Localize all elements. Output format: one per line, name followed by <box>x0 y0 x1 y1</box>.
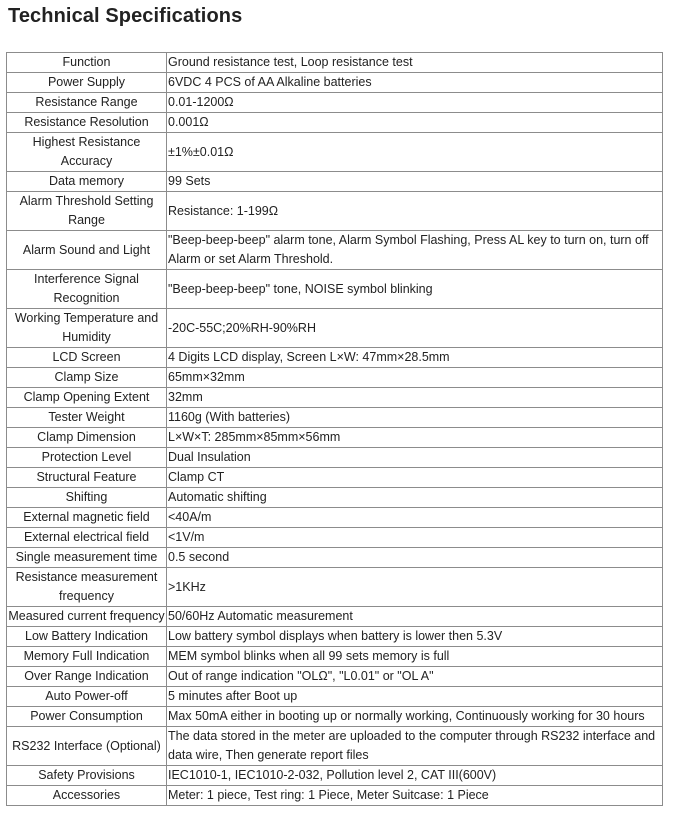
spec-label: Accessories <box>7 786 167 806</box>
table-row <box>7 53 663 73</box>
spec-label: External electrical field <box>7 528 167 548</box>
spec-value: -20C-55C;20%RH-90%RH <box>167 309 663 348</box>
spec-label: Memory Full Indication <box>7 647 167 667</box>
spec-label: Clamp Size <box>7 368 167 388</box>
spec-value: Ground resistance test, Loop resistance test <box>167 53 663 73</box>
table-row <box>7 667 663 687</box>
table-row <box>7 448 663 468</box>
spec-label: Shifting <box>7 488 167 508</box>
table-row <box>7 428 663 448</box>
spec-value: 6VDC 4 PCS of AA Alkaline batteries <box>167 73 663 93</box>
spec-label: Structural Feature <box>7 468 167 488</box>
spec-value: 0.5 second <box>167 548 663 568</box>
spec-label: Alarm Threshold Setting Range <box>7 192 167 231</box>
spec-value: Out of range indication "OLΩ", "L0.01" or "OL A" <box>167 667 663 687</box>
spec-value: Resistance: 1-199Ω <box>167 192 663 231</box>
spec-label: Protection Level <box>7 448 167 468</box>
spec-value: "Beep-beep-beep" alarm tone, Alarm Symbol Flashing, Press AL key to turn on, turn off Alarm or set Alarm Threshold. <box>167 231 663 270</box>
table-row <box>7 627 663 647</box>
table-row <box>7 568 663 607</box>
table-row <box>7 786 663 806</box>
spec-value: MEM symbol blinks when all 99 sets memory is full <box>167 647 663 667</box>
table-row <box>7 488 663 508</box>
table-row <box>7 408 663 428</box>
spec-value: 99 Sets <box>167 172 663 192</box>
spec-value: L×W×T: 285mm×85mm×56mm <box>167 428 663 448</box>
table-row <box>7 172 663 192</box>
spec-label: Measured current frequency <box>7 607 167 627</box>
table-row <box>7 93 663 113</box>
table-row <box>7 647 663 667</box>
spec-label: LCD Screen <box>7 348 167 368</box>
spec-label: Alarm Sound and Light <box>7 231 167 270</box>
spec-value: Low battery symbol displays when battery is lower then 5.3V <box>167 627 663 647</box>
spec-label: Clamp Opening Extent <box>7 388 167 408</box>
page-title: Technical Specifications <box>8 5 243 27</box>
spec-value: IEC1010-1, IEC1010-2-032, Pollution level 2, CAT III(600V) <box>167 766 663 786</box>
table-row <box>7 607 663 627</box>
table-row <box>7 368 663 388</box>
spec-value: Meter: 1 piece, Test ring: 1 Piece, Meter Suitcase: 1 Piece <box>167 786 663 806</box>
spec-table <box>6 52 663 806</box>
spec-value: Max 50mA either in booting up or normally working, Continuously working for 30 hours <box>167 707 663 727</box>
table-row <box>7 133 663 172</box>
spec-label: Auto Power-off <box>7 687 167 707</box>
spec-value: 65mm×32mm <box>167 368 663 388</box>
spec-label: Resistance Resolution <box>7 113 167 133</box>
table-row <box>7 707 663 727</box>
spec-label: Single measurement time <box>7 548 167 568</box>
spec-value: 1160g (With batteries) <box>167 408 663 428</box>
spec-value: 32mm <box>167 388 663 408</box>
spec-label: Low Battery Indication <box>7 627 167 647</box>
spec-value: <1V/m <box>167 528 663 548</box>
spec-label: External magnetic field <box>7 508 167 528</box>
spec-value: Automatic shifting <box>167 488 663 508</box>
table-row <box>7 548 663 568</box>
table-row <box>7 309 663 348</box>
spec-value: 5 minutes after Boot up <box>167 687 663 707</box>
spec-label: Safety Provisions <box>7 766 167 786</box>
spec-label: Interference Signal Recognition <box>7 270 167 309</box>
spec-label: Power Supply <box>7 73 167 93</box>
spec-value: Clamp CT <box>167 468 663 488</box>
table-row <box>7 231 663 270</box>
spec-label: Clamp Dimension <box>7 428 167 448</box>
spec-label: Resistance measurement frequency <box>7 568 167 607</box>
spec-value: ±1%±0.01Ω <box>167 133 663 172</box>
spec-label: Power Consumption <box>7 707 167 727</box>
spec-label: RS232 Interface (Optional) <box>7 727 167 766</box>
table-row <box>7 687 663 707</box>
table-row <box>7 508 663 528</box>
table-row <box>7 468 663 488</box>
spec-value: 0.01-1200Ω <box>167 93 663 113</box>
spec-label: Function <box>7 53 167 73</box>
table-row <box>7 727 663 766</box>
spec-value: Dual Insulation <box>167 448 663 468</box>
table-row <box>7 766 663 786</box>
spec-label: Working Temperature and Humidity <box>7 309 167 348</box>
table-row <box>7 73 663 93</box>
table-row <box>7 113 663 133</box>
spec-value: 50/60Hz Automatic measurement <box>167 607 663 627</box>
table-row <box>7 270 663 309</box>
spec-label: Tester Weight <box>7 408 167 428</box>
table-row <box>7 388 663 408</box>
spec-value: 0.001Ω <box>167 113 663 133</box>
table-row <box>7 348 663 368</box>
spec-value: <40A/m <box>167 508 663 528</box>
spec-value: 4 Digits LCD display, Screen L×W: 47mm×28.5mm <box>167 348 663 368</box>
spec-label: Resistance Range <box>7 93 167 113</box>
table-row <box>7 528 663 548</box>
spec-label: Highest Resistance Accuracy <box>7 133 167 172</box>
spec-value: >1KHz <box>167 568 663 607</box>
spec-label: Over Range Indication <box>7 667 167 687</box>
spec-label: Data memory <box>7 172 167 192</box>
table-row <box>7 192 663 231</box>
spec-value: The data stored in the meter are uploaded to the computer through RS232 interface and data wire, Then generate report files <box>167 727 663 766</box>
spec-table-body <box>7 53 663 806</box>
spec-value: "Beep-beep-beep" tone, NOISE symbol blinking <box>167 270 663 309</box>
